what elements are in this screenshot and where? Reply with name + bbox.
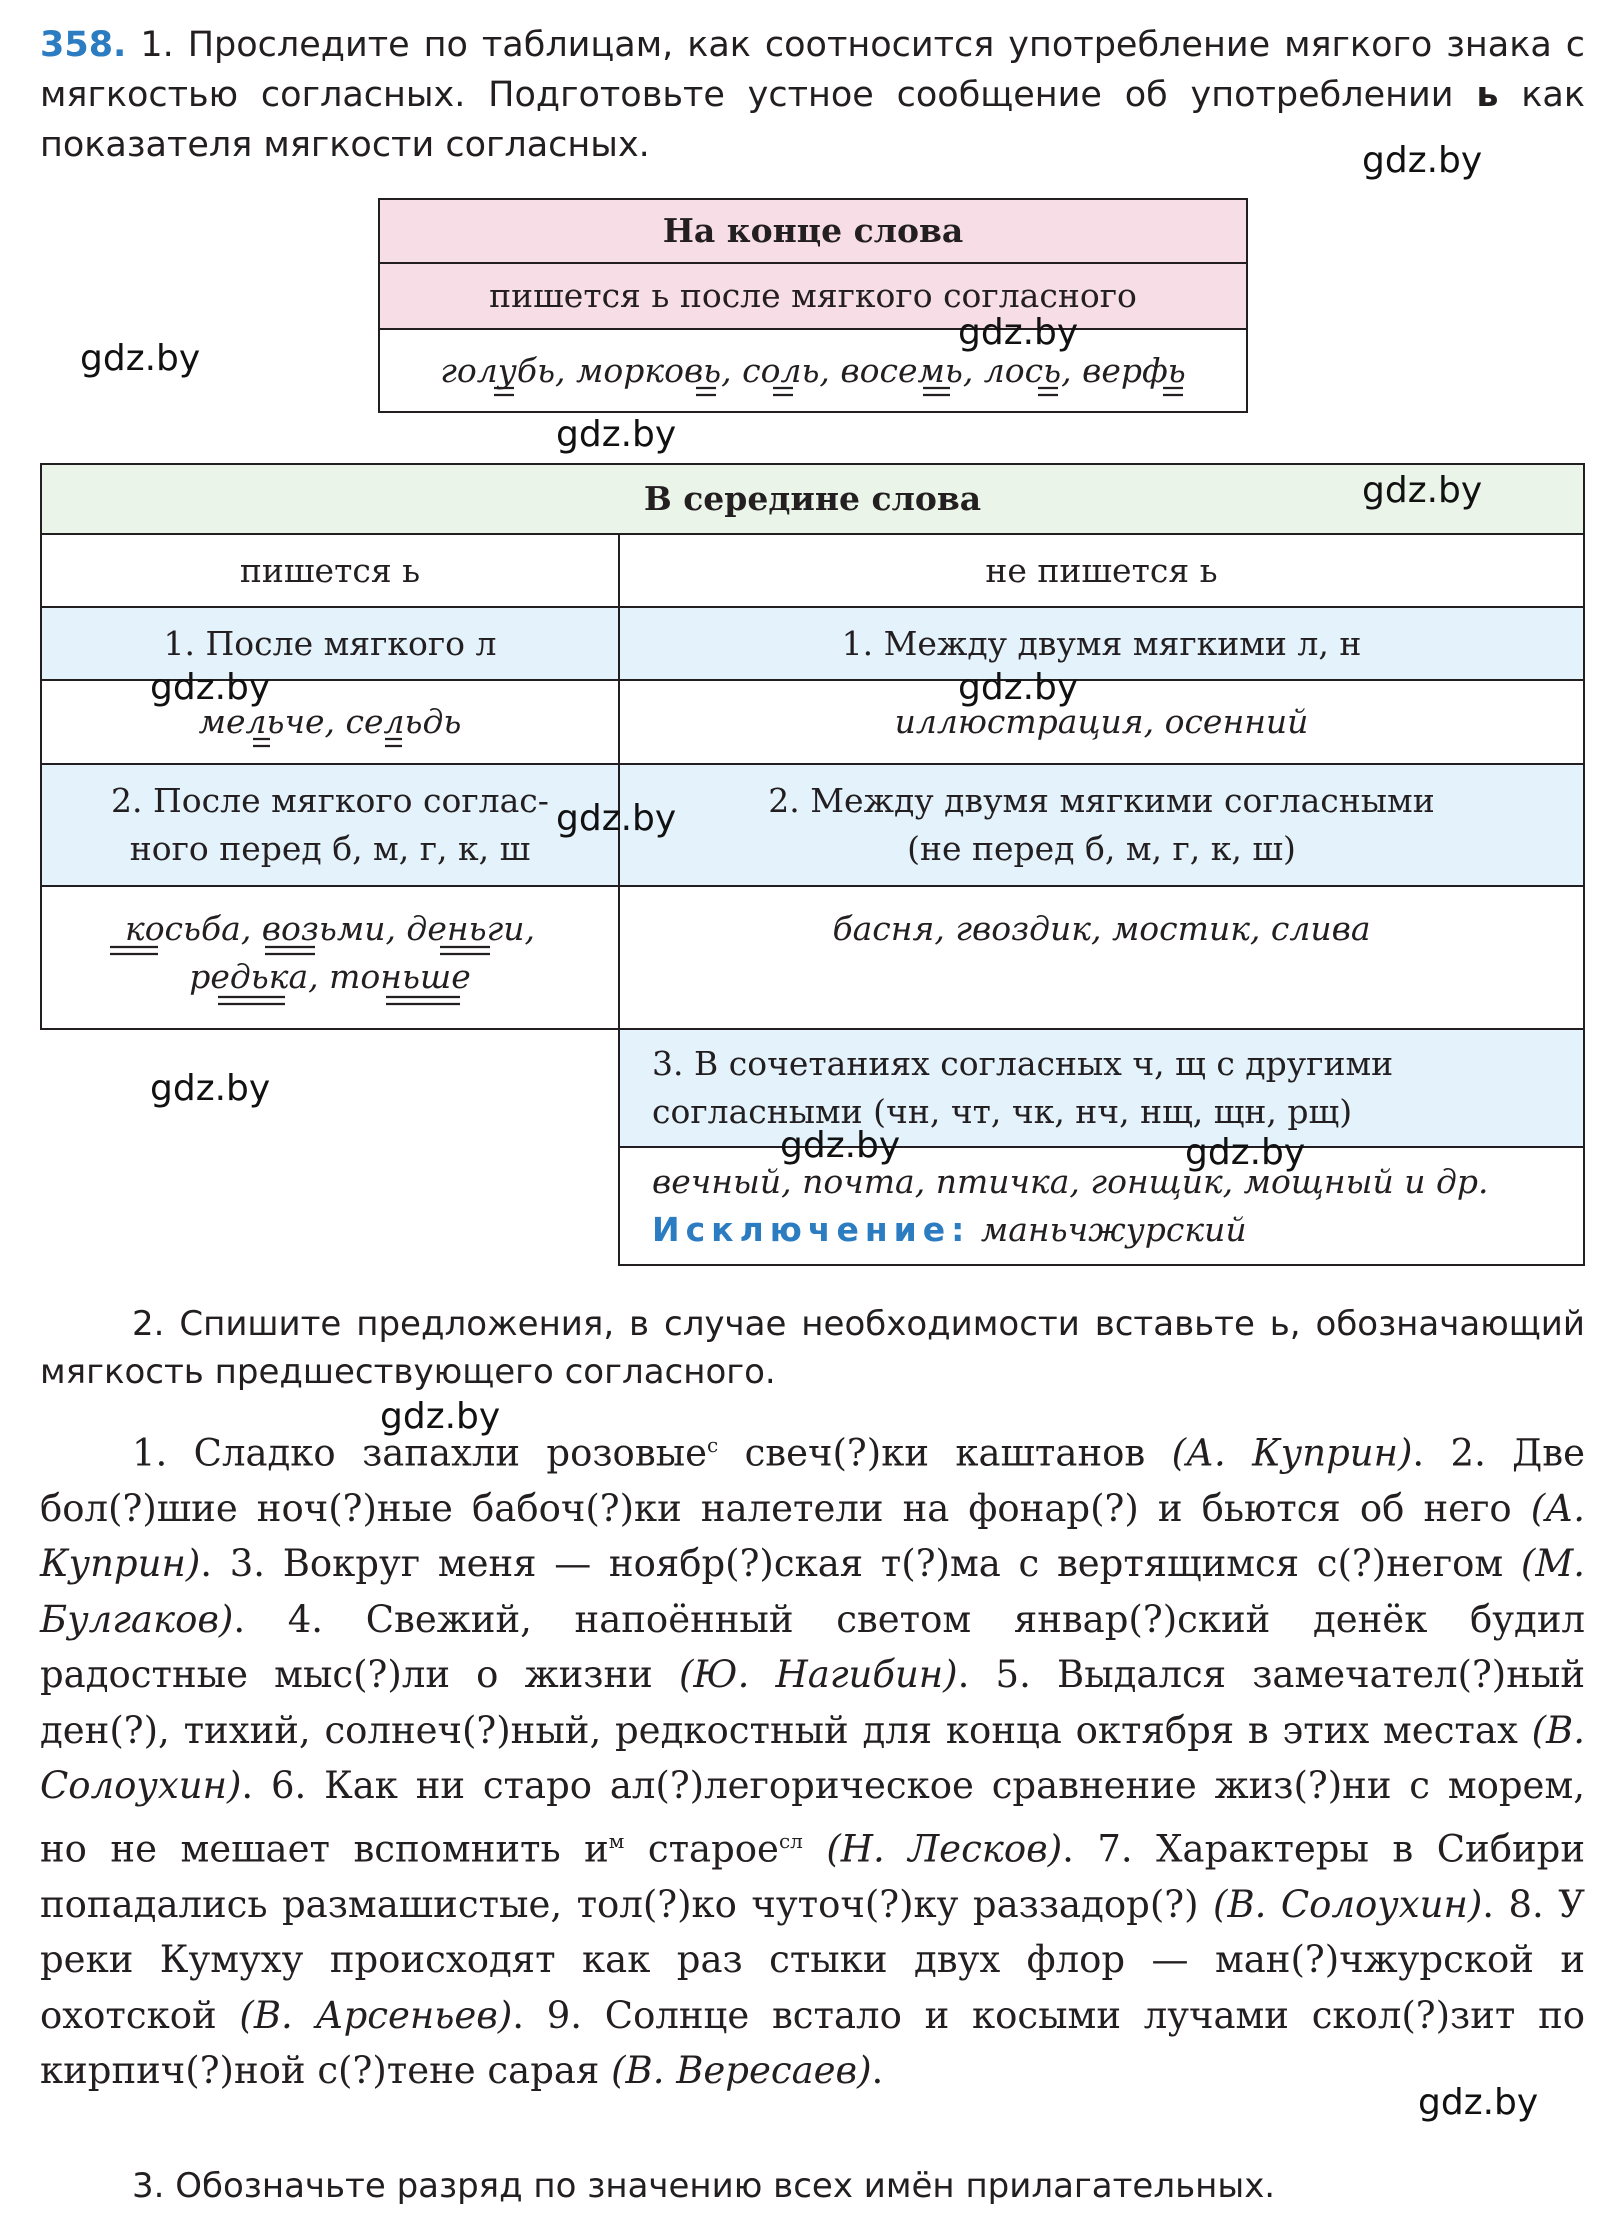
s-part: . 4. Свежий, напоённый светом январ(?)ский денёк будил радостные мыс(?)ли о жизни: [40, 1597, 1585, 1697]
s-part: . 6. Как ни старо ал(?)легорическое сравнение жиз(?)ни с морем, но не мешает вспомнить и: [40, 1764, 1585, 1871]
watermark: gdz.by: [150, 667, 271, 708]
rule-left-2: [40, 763, 620, 887]
example-right-2: басня, гвоздик, мостик, слива: [618, 885, 1585, 1030]
watermark: gdz.by: [958, 312, 1079, 353]
watermark: gdz.by: [150, 1068, 271, 1109]
watermark: gdz.by: [958, 667, 1079, 708]
watermark: gdz.by: [380, 1396, 501, 1437]
rule-right-3-line1: 3. В сочетаниях согласных ч, щ с другими: [652, 1044, 1394, 1083]
s-part: . 7. Характеры в Сибири попадались размашистые, тол(?)ко чуточ(?)ку раззадор(?): [40, 1827, 1585, 1926]
end-table-rule: пишется ь после мягкого согласного: [378, 262, 1248, 330]
s-part: свеч(?)ки каштанов: [718, 1431, 1172, 1475]
task-text: 1. Проследите по таблицам, как соотносится употребление мягкого знака с мягкостью согласных. Подготовьте устное сообщение об употреблении: [40, 25, 1585, 115]
task2-text: 2. Спишите предложения, в случае необходимости вставьте ь, обозначающий мягкость предшествующего согласного.: [40, 1304, 1585, 1392]
rule-right-2-line1: 2. Между двумя мягкими согласными: [768, 781, 1435, 820]
col-left-header: пишется ь: [40, 533, 620, 608]
end-table-examples: голубь, морковь, соль, восемь, лось, верфь: [378, 328, 1248, 413]
s-author: (А. Куприн): [40, 1486, 1585, 1586]
task-text-end: как показателя мягкости согласных.: [40, 75, 1585, 165]
example-right-1: иллюстрация, осенний: [618, 679, 1585, 765]
example-right-3: [618, 1146, 1585, 1266]
rule-right-3: [618, 1028, 1585, 1148]
watermark: gdz.by: [1418, 2082, 1539, 2123]
task-intro: [40, 20, 1585, 170]
s-part: . 3. Вокруг меня — ноябр(?)ская т(?)ма с вертящимся с(?)негом: [200, 1542, 1521, 1586]
rule-right-3-line2: согласными (чн, чт, чк, нч, нщ, щн, рщ): [652, 1092, 1353, 1131]
watermark: gdz.by: [80, 338, 201, 379]
exercise-sentences: [40, 1418, 1585, 2099]
s-author: (Н. Лесков): [826, 1827, 1063, 1871]
s-author: (В. Вересаев): [611, 2049, 872, 2093]
example-left-1-underlines: [40, 679, 620, 765]
rule-left-1: 1. После мягкого л: [40, 606, 620, 681]
rule-right-2-line2: (не перед б, м, г, к, ш): [907, 829, 1296, 868]
rule-left-2-line1: 2. После мягкого соглас-: [111, 781, 549, 820]
s-author: (Ю. Нагибин): [678, 1653, 958, 1697]
exception-line: [652, 1206, 1247, 1254]
s-mark: сл: [778, 1828, 803, 1853]
middle-table-header: В середине слова: [40, 463, 1585, 535]
example-left-2-line1: косьба, возьми, деньги,: [124, 909, 536, 948]
s-part: старое: [624, 1827, 779, 1871]
rule-right-1: 1. Между двумя мягкими л, н: [618, 606, 1585, 681]
rule-left-2-line2: ного перед б, м, г, к, ш: [129, 829, 531, 868]
example-left-1: мельче, сельдь: [40, 679, 620, 765]
s-author: (В. Солоухин): [40, 1708, 1585, 1808]
watermark: gdz.by: [556, 798, 677, 839]
example-left-2-underlines: [40, 885, 620, 1030]
exception-label: Исключение:: [652, 1210, 971, 1249]
watermark: gdz.by: [1185, 1132, 1306, 1173]
end-examples-underlines: [378, 328, 1248, 413]
soft-sign-letter: ь: [1476, 75, 1499, 115]
s-author: (В. Солоухин): [1213, 1882, 1483, 1926]
s-part: [803, 1827, 826, 1870]
task-number: 358.: [40, 25, 127, 65]
s-author: (А. Куприн): [1171, 1431, 1413, 1475]
watermark: gdz.by: [1362, 140, 1483, 181]
example-right-3-line1: вечный, почта, птичка, гонщик, мощный и др.: [652, 1162, 1489, 1201]
s-part: .: [871, 2049, 884, 2093]
s-part: 1. Сладко запахли розовые: [132, 1431, 708, 1475]
s-author: (В. Арсеньев): [239, 1993, 513, 2037]
watermark: gdz.by: [1362, 470, 1483, 511]
s-part: . 5. Выдался замечател(?)ный ден(?), тихий, солнеч(?)ный, редкостный для конца октября в этих местах: [40, 1653, 1586, 1752]
exception-word: маньчжурский: [970, 1210, 1247, 1249]
watermark: gdz.by: [556, 414, 677, 455]
col-right-header: не пишется ь: [618, 533, 1585, 608]
s-part: . 9. Солнце встало и косыми лучами скол(?)зит по кирпич(?)ной с(?)тене сарая: [40, 1993, 1586, 2093]
end-table-header: На конце слова: [378, 198, 1248, 264]
s-mark: м: [608, 1828, 625, 1853]
rule-right-2: [618, 763, 1585, 887]
s-part: . 8. У реки Кумуху происходят как раз стыки двух флор — ман(?)чжурской и охотской: [40, 1882, 1586, 2037]
watermark: gdz.by: [780, 1125, 901, 1166]
s-mark: с: [707, 1433, 719, 1457]
s-part: . 2. Две бол(?)шие ноч(?)ные бабоч(?)ки налетели на фонар(?) и бьются об него: [40, 1431, 1585, 1530]
task3-text: 3. Обозначьте разряд по значению всех имён прилагательных.: [132, 2166, 1276, 2206]
example-left-2-line2: редька, тоньше: [189, 957, 471, 996]
s-author: (М. Булгаков): [40, 1542, 1585, 1641]
